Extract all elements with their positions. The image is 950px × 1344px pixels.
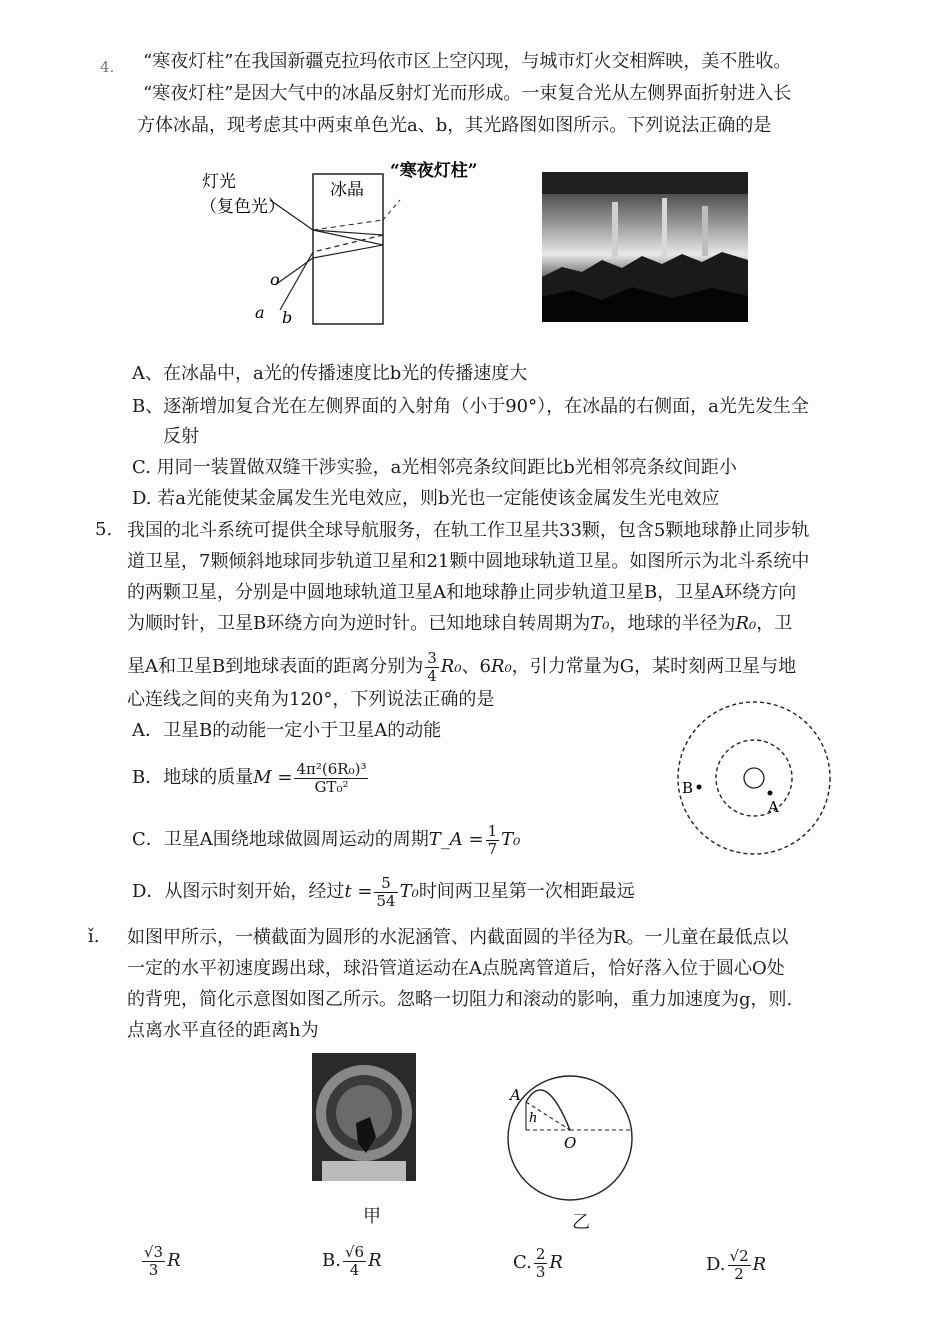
satellite-a-dot xyxy=(768,791,773,796)
fraction-three-quarters: $\frac{3}{4}$ xyxy=(427,648,437,685)
q5-option-a: A．卫星B的动能一定小于卫星A的动能 xyxy=(132,720,442,741)
q5-line-5-text-b: 、6 xyxy=(461,656,492,677)
satellite-orbit-diagram xyxy=(676,700,836,860)
satellite-b-dot xyxy=(697,785,702,790)
point-a-label: A xyxy=(510,1086,521,1104)
question-4-number: 4. xyxy=(100,58,115,76)
q5-line-6: 心连线之间的夹角为120°，下列说法正确的是 xyxy=(127,689,495,710)
q6-line-4: 点离水平直径的距离h为 xyxy=(127,1020,319,1041)
mass-fraction: $\frac{\text{4π²(6R₀)³}}{\text{GT₀²}}$ xyxy=(296,759,367,796)
q5-line-5 xyxy=(127,645,796,689)
q5-option-d-text-a: D．从图示时刻开始，经过 xyxy=(132,881,345,902)
q6-option-b xyxy=(322,1236,382,1286)
time-symbol: t = xyxy=(344,881,373,902)
ray-a-label: a xyxy=(255,303,265,322)
q6-option-c-label: C. xyxy=(513,1252,532,1273)
q6-option-d-r: R xyxy=(752,1254,767,1275)
period-symbol: T_A = xyxy=(428,829,484,850)
question-5-number: 5. xyxy=(95,519,113,540)
satellite-b-label: B xyxy=(682,779,694,797)
q5-line-5-text-a: 星A和卫星B到地球表面的距离分别为 xyxy=(127,656,424,677)
q5-option-b xyxy=(132,752,370,804)
composite-light-label: （复色光） xyxy=(200,197,285,217)
light-pillar-label: “寒夜灯柱” xyxy=(390,161,478,181)
center-o-label: O xyxy=(564,1134,577,1152)
caption-yi: 乙 xyxy=(572,1212,590,1233)
pipe-cross-section-diagram xyxy=(500,1068,650,1208)
light-label: 灯光 xyxy=(202,172,236,192)
q5-line-3: 的两颗卫星，分别是中圆地球轨道卫星A和地球静止同步轨道卫星B，卫星A环绕方向 xyxy=(127,582,797,603)
t0-symbol-c: T₀ xyxy=(501,829,521,850)
q6-option-c-fraction: $\frac{2}{3}$ xyxy=(535,1244,546,1281)
q6-line-3: 的背兜，简化示意图如图乙所示。忽略一切阻力和滚动的影响，重力加速度为g，则. xyxy=(127,989,793,1010)
q5-line-5-text-c: ，引力常量为G，某时刻两卫星与地 xyxy=(511,656,797,677)
q6-option-a-r: R xyxy=(167,1250,181,1271)
q5-line-1: 我国的北斗系统可提供全球导航服务，在轨工作卫星共33颗，包含5颗地球静止同步轨 xyxy=(127,520,810,541)
q6-option-c-r: R xyxy=(549,1252,563,1273)
q6-option-b-fraction: $\frac{√6}{4}$ xyxy=(344,1242,365,1279)
q5-option-c xyxy=(132,818,520,862)
q4-option-a: A、在冰晶中，a光的传播速度比b光的传播速度大 xyxy=(132,363,528,384)
r0-symbol-2: R₀ xyxy=(440,656,462,677)
q5-line-4-text-a: 为顺时针，卫星B环绕方向为逆时针。已知地球自转周期为 xyxy=(127,613,591,634)
q5-option-d xyxy=(132,870,635,914)
q5-line-4-text-c: ，卫 xyxy=(756,613,793,634)
q6-option-c xyxy=(513,1238,563,1288)
period-fraction: $\frac{1}{7}$ xyxy=(487,821,498,858)
q5-line-4 xyxy=(127,612,792,636)
satellite-a-label: A xyxy=(768,798,779,816)
q6-line-1: 如图甲所示，一横截面为圆形的水泥涵管、内截面圆的半径为R。一儿童在最低点以 xyxy=(127,927,789,948)
ray-b-label: b xyxy=(282,308,293,327)
height-h-label: h xyxy=(529,1111,538,1126)
r0-symbol-3: R₀ xyxy=(491,656,512,677)
q5-option-b-text: B．地球的质量 xyxy=(132,767,254,788)
r0-symbol: R₀ xyxy=(735,613,757,634)
light-pillar-photo xyxy=(542,172,748,322)
ice-crystal-diagram xyxy=(200,160,500,330)
q4-line-1: “寒夜灯柱”在我国新疆克拉玛依市区上空闪现，与城市灯火交相辉映，美不胜收。 xyxy=(143,51,792,72)
q4-line-2: “寒夜灯柱”是因大气中的冰晶反射灯光而形成。一束复合光从左侧界面折射进入长 xyxy=(143,83,792,104)
time-fraction: $\frac{5}{54}$ xyxy=(376,873,396,910)
q4-option-b-line2: 反射 xyxy=(163,426,199,447)
q4-line-3: 方体冰晶，现考虑其中两束单色光a、b，其光路图如图所示。下列说法正确的是 xyxy=(137,115,772,136)
q5-option-c-text: C．卫星A围绕地球做圆周运动的周期 xyxy=(132,829,429,850)
q6-option-d xyxy=(706,1240,766,1290)
ray-o-label: o xyxy=(270,270,280,289)
q4-option-c: C. 用同一装置做双缝干涉实验，a光相邻亮条纹间距比b光相邻亮条纹间距小 xyxy=(132,457,737,478)
q5-line-2: 道卫星，7颗倾斜地球同步轨道卫星和21颗中圆地球轨道卫星。如图所示为北斗系统中 xyxy=(127,551,810,572)
q5-option-d-text-b: 时间两卫星第一次相距最远 xyxy=(418,881,635,902)
question-6-number: ǐ. xyxy=(88,926,100,947)
q4-option-b-line1: B、逐渐增加复合光在左侧界面的入射角（小于90°），在冰晶的右侧面，a光先发生全 xyxy=(132,396,809,417)
q6-option-b-label: B. xyxy=(322,1250,341,1271)
q6-option-a xyxy=(140,1236,181,1286)
q6-option-d-fraction: $\frac{√2}{2}$ xyxy=(729,1246,749,1283)
q5-line-4-text-b: ，地球的半径为 xyxy=(609,613,736,634)
mass-symbol: M = xyxy=(253,767,293,788)
ice-crystal-label: 冰晶 xyxy=(330,180,364,200)
t0-symbol-d: T₀ xyxy=(399,881,419,902)
culvert-photo xyxy=(312,1053,416,1181)
caption-jia: 甲 xyxy=(363,1206,381,1227)
t0-symbol: T₀ xyxy=(590,613,610,634)
q6-option-b-r: R xyxy=(368,1250,382,1271)
q6-line-2: 一定的水平初速度踢出球，球沿管道运动在A点脱离管道后，恰好落入位于圆心O处 xyxy=(127,958,785,979)
q6-option-d-label: D. xyxy=(706,1254,726,1275)
q6-option-a-fraction: $\frac{√3}{3}$ xyxy=(144,1242,164,1279)
q4-option-d: D. 若a光能使某金属发生光电效应，则b光也一定能使该金属发生光电效应 xyxy=(132,488,720,509)
